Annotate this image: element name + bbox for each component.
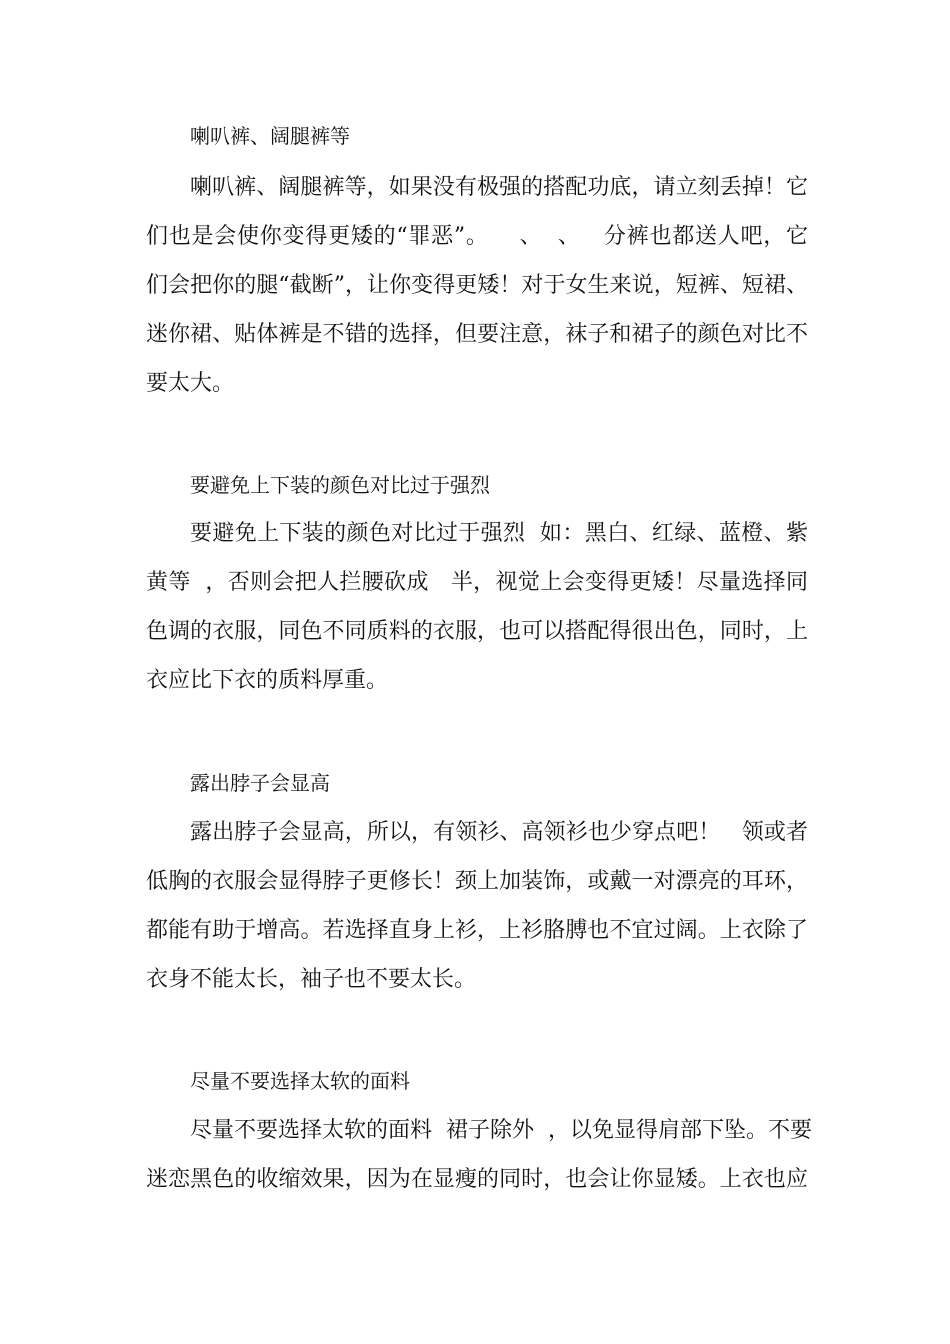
paragraph-line: 喇叭裤、阔腿裤等，如果没有极强的搭配功底，请立刻丢掉！它 [190, 175, 808, 200]
paragraph-line: 色调的衣服，同色不同质料的衣服，也可以搭配得很出色，同时，上 [146, 619, 808, 644]
paragraph-line: 尽量不要选择太软的面料 裙子除外 ，以免显得肩部下坠。不要 [190, 1118, 812, 1143]
section-heading: 露出脖子会显高 [190, 771, 330, 795]
paragraph-line: 黄等 ，否则会把人拦腰砍成 半，视觉上会变得更矮！尽量选择同 [146, 570, 808, 595]
paragraph-line: 露出脖子会显高，所以，有领衫、高领衫也少穿点吧！ 领或者 [190, 820, 808, 845]
paragraph-line: 们也是会使你变得更矮的“罪恶”。 、 、 分裤也都送人吧，它 [146, 224, 808, 249]
section-heading: 喇叭裤、阔腿裤等 [190, 124, 350, 148]
paragraph-line: 要太大。 [146, 371, 235, 396]
paragraph-line: 衣应比下衣的质料厚重。 [146, 668, 389, 693]
paragraph-line: 迷你裙、贴体裤是不错的选择，但要注意，袜子和裙子的颜色对比不 [146, 322, 808, 347]
paragraph-line: 低胸的衣服会显得脖子更修长！颈上加装饰，或戴一对漂亮的耳环， [146, 869, 808, 894]
section-heading: 尽量不要选择太软的面料 [190, 1069, 410, 1093]
paragraph-line: 迷恋黑色的收缩效果，因为在显瘦的同时，也会让你显矮。上衣也应 [146, 1167, 808, 1192]
paragraph-line: 们会把你的腿“截断”，让你变得更矮！对于女生来说，短裤、短裙、 [146, 273, 808, 298]
paragraph-line: 都能有助于增高。若选择直身上衫，上衫胳膊也不宜过阔。上衣除了 [146, 918, 808, 943]
section-heading: 要避免上下装的颜色对比过于强烈 [190, 473, 490, 497]
paragraph-line: 要避免上下装的颜色对比过于强烈 如：黑白、红绿、蓝橙、紫 [190, 521, 808, 546]
paragraph-line: 衣身不能太长，袖子也不要太长。 [146, 967, 477, 992]
